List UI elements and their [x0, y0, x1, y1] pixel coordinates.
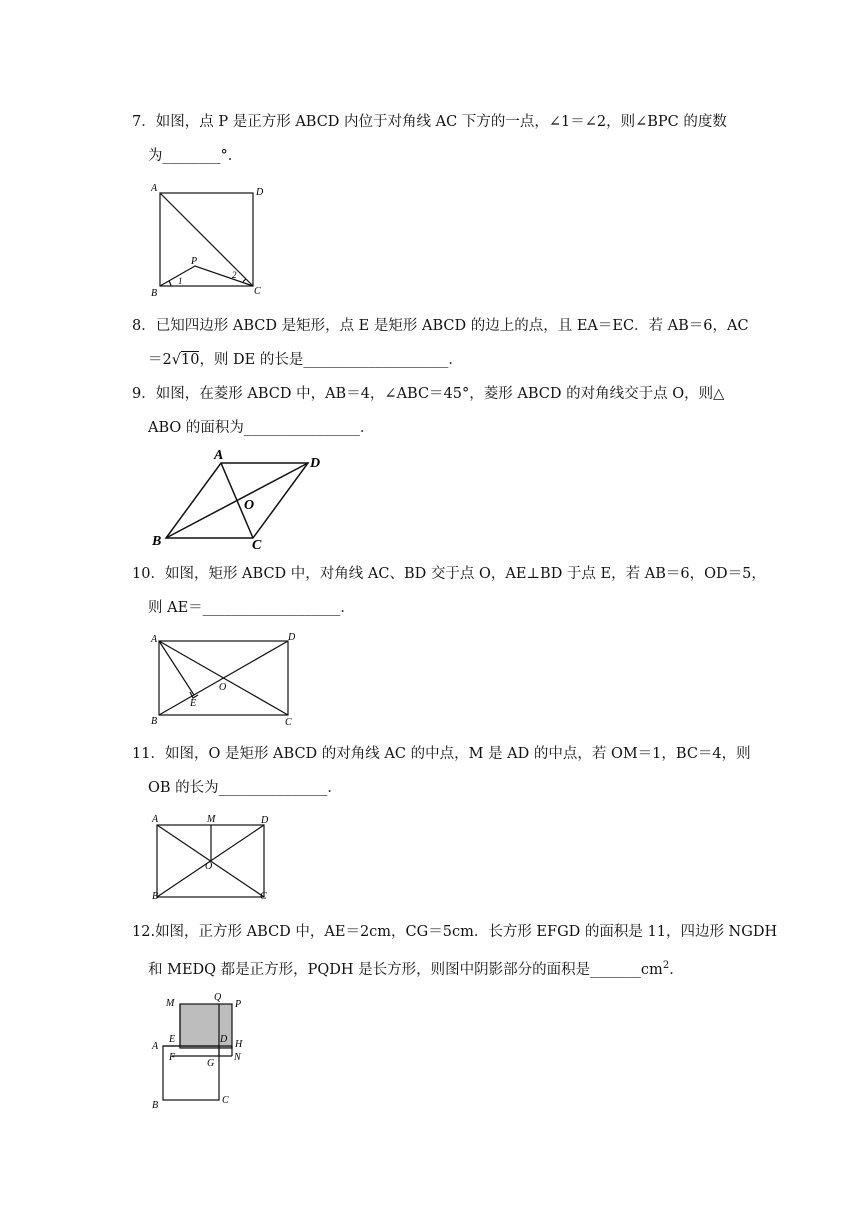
problem-12-line-1	[132, 922, 777, 942]
fig9-label-o: O	[244, 498, 255, 513]
problem-12-superscript: 2	[662, 960, 670, 971]
fig12-label-h: H	[235, 1039, 243, 1050]
fig12-label-d: D	[220, 1034, 228, 1045]
fig10-label-c: C	[285, 717, 292, 728]
fig7-label-b: B	[151, 288, 158, 299]
problem-12-text: 如图，正方形 ABCD 中，AE＝2cm，CG＝5cm．长方形 EFGD 的面积是 11，四边形 NGDH	[155, 924, 778, 940]
problem-9-number: 9．	[132, 386, 156, 402]
sqrt-radicand: 10	[180, 352, 200, 368]
fig9-label-c: C	[252, 538, 262, 553]
fig12-label-a: A	[152, 1041, 159, 1052]
problem-12-line-2-end: ．	[669, 961, 684, 978]
fig9-label-d: D	[310, 456, 321, 471]
problem-8-number: 8．	[132, 318, 156, 334]
fig9-label-b: B	[152, 534, 162, 549]
fig7-label-a: A	[151, 183, 158, 194]
problem-9-line-2: ABO 的面积为________________．	[148, 420, 375, 436]
fig12-label-g: G	[207, 1058, 215, 1069]
fig11-label-d: D	[261, 815, 269, 826]
fig11-label-c: C	[260, 891, 267, 902]
figure-10-rectangle	[148, 628, 308, 728]
problem-11-line-1	[132, 744, 751, 764]
fig12-label-c: C	[222, 1095, 229, 1106]
fig11-label-b: B	[152, 891, 159, 902]
fig10-label-b: B	[151, 716, 158, 727]
figure-7-square	[145, 180, 275, 300]
problem-12-line-2-text: 和 MEDQ 都是正方形，PQDH 是长方形，则图中阴影部分的面积是_______cm	[148, 961, 663, 978]
fig11-label-o: O	[205, 861, 213, 872]
problem-11-number: 11．	[132, 746, 165, 762]
problem-10-line-1	[132, 564, 766, 584]
problem-7-text: 如图，点 P 是正方形 ABCD 内位于对角线 AC 下方的一点，∠1＝∠2，则∠BPC 的度数	[155, 114, 727, 130]
problem-8-prefix: ＝2	[148, 352, 172, 368]
fig12-label-e: E	[169, 1034, 176, 1045]
fig10-label-e: E	[190, 698, 197, 709]
problem-8-line-2	[148, 350, 463, 370]
problem-11-line-2: OB 的长为_______________．	[148, 780, 342, 796]
fig11-label-a: A	[152, 814, 159, 825]
fig10-label-d: D	[288, 632, 296, 643]
problem-7-number: 7．	[132, 114, 156, 130]
fig12-label-p: P	[235, 999, 242, 1010]
fig10-label-o: O	[219, 682, 227, 693]
problem-11-text: 如图，O 是矩形 ABCD 的对角线 AC 的中点，M 是 AD 的中点，若 OM＝1，BC＝4，则	[164, 746, 751, 762]
problem-8-text: 已知四边形 ABCD 是矩形，点 E 是矩形 ABCD 的边上的点，且 EA＝EC．若 AB＝6，AC	[155, 318, 749, 334]
problem-9-text: 如图，在菱形 ABCD 中，AB＝4，∠ABC＝45°，菱形 ABCD 的对角线交于点 O，则△	[155, 386, 725, 402]
sqrt-sign: √	[171, 352, 181, 368]
problem-8-suffix: ，则 DE 的长是____________________．	[199, 352, 463, 368]
fig12-label-m: M	[166, 998, 175, 1009]
fig12-label-b: B	[152, 1100, 159, 1110]
problem-9-line-1	[132, 384, 724, 404]
problem-7-line-1	[132, 112, 727, 132]
fig7-angle-1: 1	[178, 276, 183, 286]
fig9-label-a: A	[214, 448, 224, 463]
fig7-label-c: C	[254, 286, 261, 297]
problem-10-number: 10．	[132, 566, 165, 582]
fig7-label-p: P	[191, 256, 198, 267]
fig7-angle-2: 2	[232, 270, 237, 280]
problem-7-line-2: 为________°．	[148, 148, 243, 164]
fig10-label-a: A	[151, 634, 158, 645]
problem-8-line-1	[132, 316, 749, 336]
figure-9-rhombus	[148, 445, 338, 555]
problem-10-text: 如图，矩形 ABCD 中，对角线 AC、BD 交于点 O，AE⊥BD 于点 E，若 AB＝6，OD＝5，	[164, 566, 766, 582]
problem-10-line-2: 则 AE＝___________________．	[148, 600, 355, 616]
fig12-label-q: Q	[214, 992, 222, 1003]
problem-12-line-2	[148, 956, 684, 980]
fig12-label-f: F	[169, 1052, 176, 1063]
fig12-label-n: N	[234, 1052, 241, 1063]
figure-11-rectangle	[148, 810, 278, 905]
fig11-label-m: M	[207, 814, 216, 825]
figure-12-squares	[148, 990, 258, 1110]
problem-12-number: 12.	[132, 924, 156, 940]
fig7-label-d: D	[256, 187, 264, 198]
